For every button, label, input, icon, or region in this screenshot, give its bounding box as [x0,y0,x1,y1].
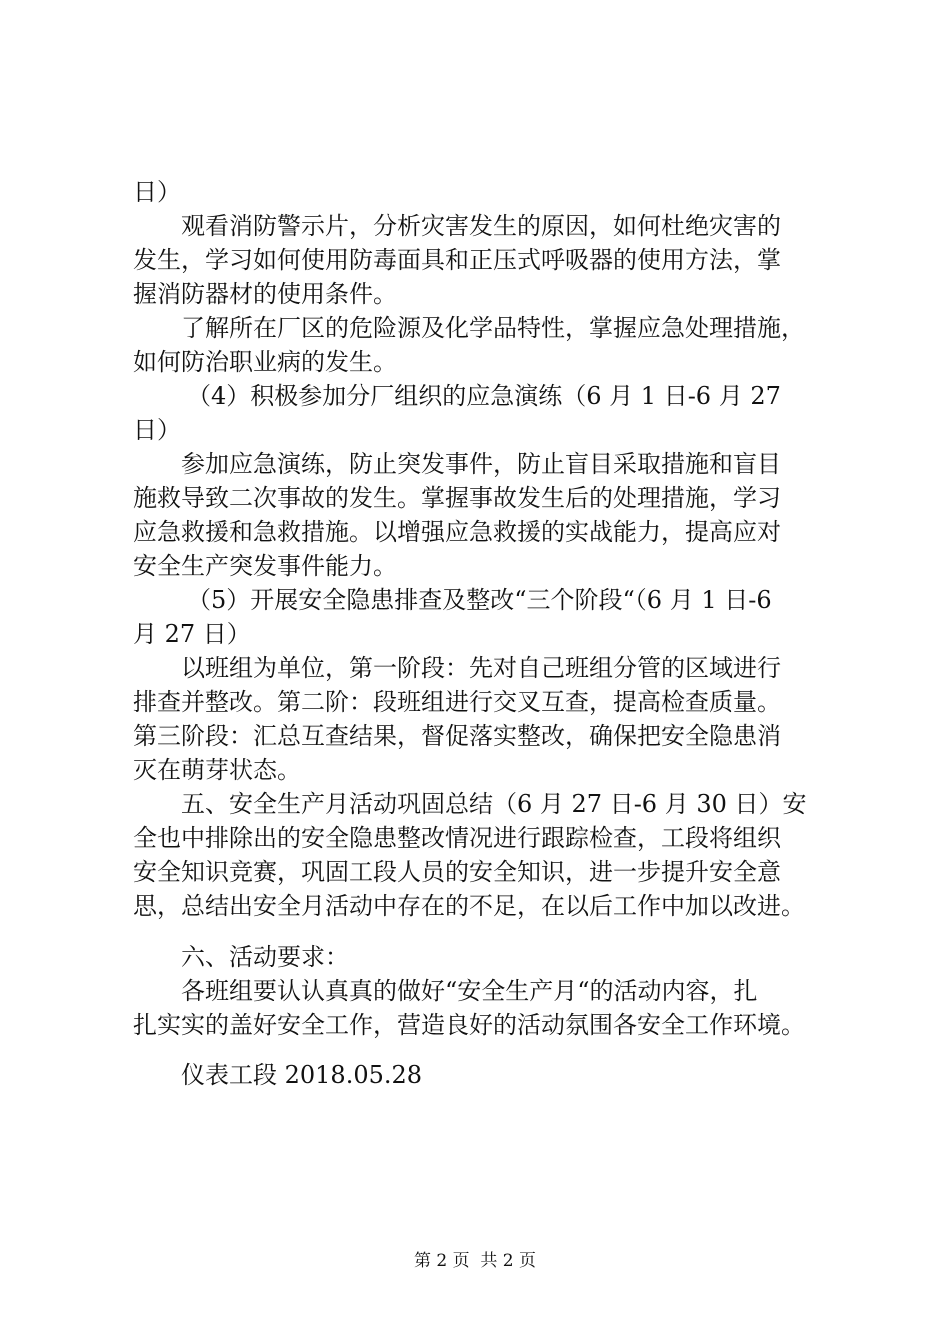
text-line: 握消防器材的使用条件。 [133,280,397,308]
text-line: 月 27 日） [133,620,251,648]
text-line: 扎实实的盖好安全工作，营造良好的活动氛围各安全工作环境。 [133,1011,805,1039]
text-line: 灭在萌芽状态。 [133,756,301,784]
text-line: 各班组要认认真真的做好“安全生产月“的活动内容，扎 [181,977,758,1005]
text-line: （4）积极参加分厂组织的应急演练（6 月 1 日-6 月 27 [187,382,781,410]
text-line: 思，总结出安全月活动中存在的不足，在以后工作中加以改进。 [133,892,805,920]
text-line: 施救导致二次事故的发生。掌握事故发生后的处理措施，学习 [133,484,781,512]
section-heading: 六、活动要求： [181,943,349,971]
page-number-footer: 第 2 页 共 2 页 [413,1251,537,1271]
text-line: 如何防治职业病的发生。 [133,348,397,376]
text-line: （5）开展安全隐患排查及整改“三个阶段“（6 月 1 日-6 [187,586,772,614]
text-line: 日） [133,178,181,206]
text-line: 应急救援和急救措施。以增强应急救援的实战能力，提高应对 [133,518,781,546]
text-line: 日） [133,416,181,444]
signature-line: 仪表工段 2018.05.28 [181,1061,423,1089]
text-line: 全也中排除出的安全隐患整改情况进行跟踪检查，工段将组织 [133,824,781,852]
text-line: 发生，学习如何使用防毒面具和正压式呼吸器的使用方法，掌 [133,246,781,274]
text-line: 观看消防警示片，分析灾害发生的原因，如何杜绝灾害的 [181,212,781,240]
text-line: 参加应急演练，防止突发事件，防止盲目采取措施和盲目 [181,450,781,478]
text-line: 第三阶段：汇总互查结果，督促落实整改，确保把安全隐患消 [133,722,781,750]
text-line: 了解所在厂区的危险源及化学品特性，掌握应急处理措施， [181,314,805,342]
text-line: 以班组为单位，第一阶段：先对自己班组分管的区域进行 [181,654,781,682]
text-line: 安全知识竞赛，巩固工段人员的安全知识，进一步提升安全意 [133,858,781,886]
text-line: 排查并整改。第二阶：段班组进行交叉互查，提高检查质量。 [133,688,781,716]
text-line: 安全生产突发事件能力。 [133,552,397,580]
text-line: 五、安全生产月活动巩固总结（6 月 27 日-6 月 30 日）安 [181,790,807,818]
